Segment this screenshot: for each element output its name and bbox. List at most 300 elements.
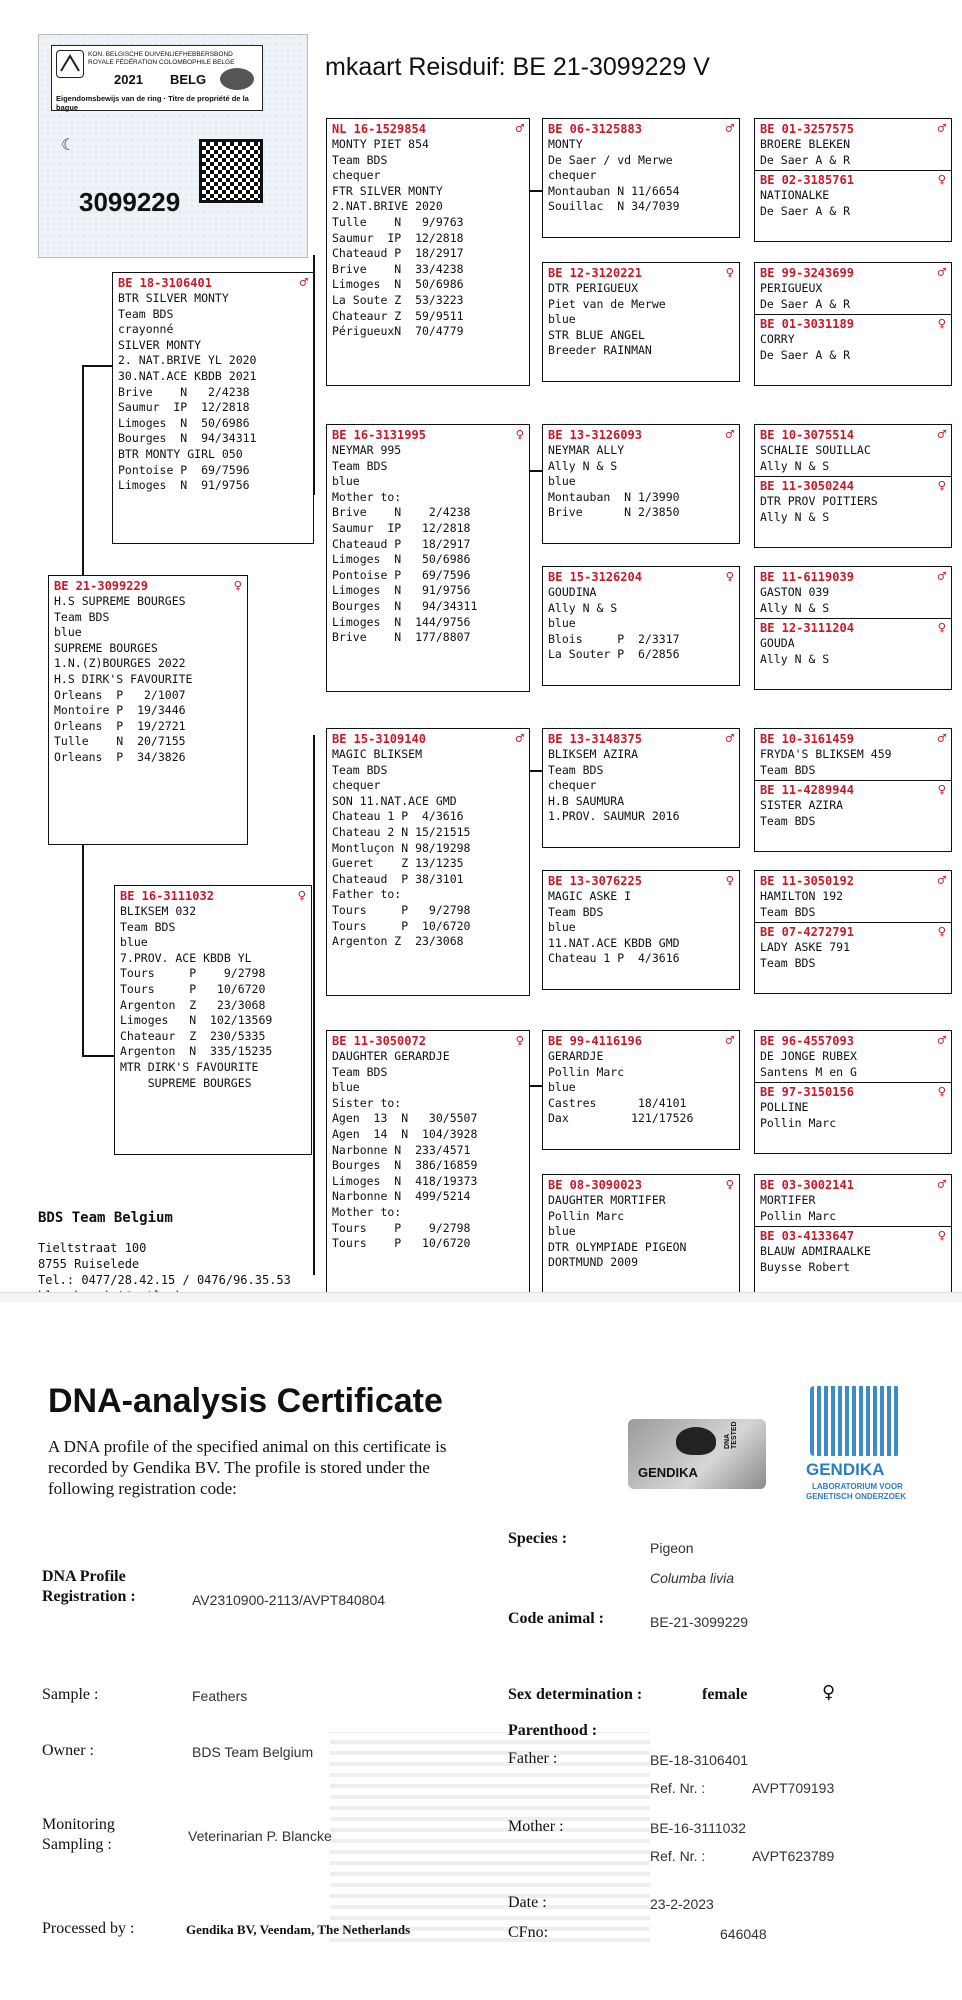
box-separator <box>755 618 951 619</box>
sex-symbol-icon: ♂ <box>937 265 946 281</box>
ring-number: BE 97-3150156 <box>760 1085 854 1100</box>
ring-org-line2: ROYALE FÉDÉRATION COLOMBOPHILE BELGE <box>88 59 235 66</box>
species-latin: Columba livia <box>650 1570 735 1586</box>
pedigree-box-b21 <box>754 1030 952 1154</box>
sex-symbol-icon: ♀ <box>725 265 734 281</box>
ring-number: BE 10-3161459 <box>760 732 854 746</box>
sex-symbol-icon: ♂ <box>937 873 946 889</box>
ring-number: BE 18-3106401 <box>118 276 212 290</box>
owner-value: BDS Team Belgium <box>192 1744 314 1760</box>
ring-number: BE 01-3031189 <box>760 317 854 332</box>
pedigree-line: Ally N & S <box>548 600 618 615</box>
pedigree-line: 2.NAT.BRIVE 2020 <box>332 199 443 214</box>
pedigree-line: Argenton Z 23/3068 <box>332 934 464 949</box>
pedigree-line: Chateaur Z 230/5335 <box>120 1028 266 1043</box>
sex-symbol-icon: ♀ <box>233 578 242 594</box>
pedigree-line: 7.PROV. ACE KBDB YL <box>120 950 252 965</box>
pedigree-line: Limoges N 50/6986 <box>118 415 250 430</box>
pedigree-line: Tulle N 9/9763 <box>332 214 464 229</box>
badge-subtext: DNA TESTED <box>724 1421 738 1449</box>
sex-symbol-icon: ♀ <box>297 888 306 904</box>
pedigree-line: HAMILTON 192 <box>760 889 844 903</box>
monitoring-label: Monitoring <box>42 1816 115 1833</box>
ring-number: BE 99-3243699 <box>760 266 854 280</box>
pedigree-line: MTR DIRK'S FAVOURITE <box>120 1059 259 1074</box>
ring-number: BE 01-3257575 <box>760 122 854 136</box>
pedigree-line: Team BDS <box>120 919 176 934</box>
pedigree-line: Argenton Z 23/3068 <box>120 997 266 1012</box>
sample-label: Sample : <box>42 1686 99 1703</box>
pedigree-line: Argenton N 335/15235 <box>120 1044 273 1059</box>
mother-label: Mother : <box>508 1818 564 1835</box>
pedigree-line: BTR SILVER MONTY <box>118 291 229 305</box>
sex-symbol-icon: ♂ <box>299 275 308 291</box>
pedigree-box-b18 <box>114 885 312 1155</box>
sex-symbol-icon: ♂ <box>515 731 524 747</box>
pedigree-line: BTR MONTY GIRL 050 <box>118 446 243 461</box>
pedigree-line: Chateaur Z 59/9511 <box>332 308 464 323</box>
sex-symbol-icon: ♀ <box>937 782 946 799</box>
ring-number: BE 13-3148375 <box>548 732 642 746</box>
pedigree-line: BLIKSEM AZIRA <box>548 747 639 761</box>
pedigree-box-b15 <box>754 728 952 852</box>
ring-number: BE 12-3111204 <box>760 621 854 636</box>
pedigree-line: blue <box>548 616 576 631</box>
pedigree-line: Montoire P 19/3446 <box>54 703 186 718</box>
ring-number-b1: NL 16-1529854 <box>332 122 426 136</box>
sex-symbol-icon: ♂ <box>725 1033 734 1049</box>
pedigree-line: De Saer / vd Merwe <box>548 152 673 167</box>
pedigree-line: MAGIC BLIKSEM <box>332 747 423 761</box>
processed-label: Processed by : <box>42 1920 135 1937</box>
pedigree-line: chequer <box>332 778 381 793</box>
connector-line <box>313 1035 315 1275</box>
ring-number: BE 03-3002141 <box>760 1178 854 1192</box>
certificate-intro: A DNA profile of the specified animal on this certificate is recorded by Gendika BV. The profile is stored under the following registration code: <box>48 1437 447 1498</box>
pedigree-box-subject <box>48 575 248 845</box>
pedigree-line: De Saer A & R <box>760 152 851 167</box>
species-label: Species : <box>508 1530 568 1547</box>
pedigree-line: Brive N 2/3850 <box>548 505 680 520</box>
sex-symbol-icon: ♀ <box>937 924 946 941</box>
pedigree-box-b23 <box>754 1174 952 1296</box>
pedigree-line: DTR PERIGUEUX <box>548 281 639 295</box>
pedigree-line: 1.PROV. SAUMUR 2016 <box>548 809 680 824</box>
pedigree-line: MONTY PIET 854 <box>332 137 429 151</box>
pedigree-line: Limoges N 91/9756 <box>118 478 250 493</box>
profile-label: DNA Profile <box>42 1568 126 1585</box>
lab-sub1: LABORATORIUM VOOR <box>812 1482 903 1491</box>
pedigree-box-b10 <box>542 566 740 686</box>
sex-symbol-icon: ♂ <box>937 569 946 585</box>
mother-value: BE-16-3111032 <box>650 1820 746 1836</box>
lab-sub2: GENETISCH ONDERZOEK <box>806 1492 907 1501</box>
pedigree-line: Orleans P 34/3826 <box>54 749 186 764</box>
pedigree-box-b19 <box>326 1030 530 1300</box>
ring-number: BE 15-3126204 <box>548 570 642 584</box>
pedigree-line: blue <box>120 935 148 950</box>
pedigree-line: Ally N & S <box>760 651 830 666</box>
ring-number: BE 12-3120221 <box>548 266 642 280</box>
sex-symbol-icon: ♂ <box>725 121 734 137</box>
pedigree-line: blue <box>548 1224 576 1239</box>
ring-country: BELG <box>170 72 207 87</box>
pedigree-line: De Saer A & R <box>760 203 851 218</box>
box-separator <box>755 1082 951 1083</box>
pedigree-line: blue <box>548 920 576 935</box>
box-separator <box>755 314 951 315</box>
pedigree-line: Team BDS <box>332 1064 388 1079</box>
pedigree-line: Team BDS <box>760 762 816 777</box>
moon-icon: ☾ <box>61 135 76 154</box>
pedigree-line: Brive N 177/8807 <box>332 630 471 645</box>
pedigree-line: 30.NAT.ACE KBDB 2021 <box>118 368 257 383</box>
sex-symbol-icon: ♂ <box>937 427 946 443</box>
pedigree-line: SCHALIE SOUILLAC <box>760 443 871 457</box>
pedigree-line: Team BDS <box>332 152 388 167</box>
pedigree-line: Tours P 9/2798 <box>120 966 266 981</box>
pedigree-box-b13 <box>326 728 530 996</box>
pedigree-line: Santens M en G <box>760 1064 857 1079</box>
pedigree-line: DAUGHTER GERARDJE <box>332 1049 450 1063</box>
code-animal-value: BE-21-3099229 <box>650 1614 749 1630</box>
pedigree-line: Tulle N 20/7155 <box>54 734 186 749</box>
pedigree-line: FRYDA'S BLIKSEM 459 <box>760 747 892 761</box>
pedigree-line: Team BDS <box>54 609 110 624</box>
box-separator <box>755 476 951 477</box>
pedigree-line: Buysse Robert <box>760 1259 851 1274</box>
connector-line <box>313 735 315 1035</box>
dna-tested-badge <box>628 1419 766 1489</box>
pedigree-line: Pollin Marc <box>548 1064 625 1079</box>
pedigree-line: Team BDS <box>760 904 816 919</box>
pedigree-line: PERIGUEUX <box>760 281 823 295</box>
pedigree-line: Mother to: <box>332 1204 402 1219</box>
pedigree-box-b16 <box>542 870 740 990</box>
pedigree-line: H.S SUPREME BOURGES <box>54 594 186 608</box>
pedigree-line: blue <box>548 1080 576 1095</box>
pedigree-line: De Saer A & R <box>760 296 851 311</box>
pedigree-line: Breeder RAINMAN <box>548 343 652 358</box>
pedigree-line: GOUDA <box>760 636 795 651</box>
owner-street: Tieltstraat 100 <box>38 1241 147 1255</box>
owner-city: 8755 Ruiselede <box>38 1257 140 1271</box>
pedigree-line: Montluçon N 98/19298 <box>332 840 471 855</box>
pedigree-line: STR BLUE ANGEL <box>548 327 645 342</box>
ring-number: BE 16-3111032 <box>120 889 214 903</box>
watermark-pattern <box>330 1732 650 1942</box>
pedigree-line: Tours P 10/6720 <box>120 981 266 996</box>
pedigree-line: Montauban N 1/3990 <box>548 489 680 504</box>
connector-line <box>530 470 542 472</box>
pedigree-line: Limoges N 50/6986 <box>332 277 464 292</box>
father-ref-label: Ref. Nr. : <box>650 1780 706 1796</box>
pedigree-box-b6 <box>112 272 314 544</box>
pedigree-box-b3 <box>754 118 952 242</box>
cfno-label: CFno: <box>508 1924 549 1941</box>
ring-number: BE 99-4116196 <box>548 1034 642 1048</box>
female-symbol-icon: ♀ <box>822 1682 836 1703</box>
pedigree-line: blue <box>332 474 360 489</box>
pedigree-line: Saumur IP 12/2818 <box>332 230 464 245</box>
processed-value: Gendika BV, Veendam, The Netherlands <box>186 1922 411 1937</box>
pedigree-line: Saumur IP 12/2818 <box>118 400 250 415</box>
pedigree-line: Tours P 10/6720 <box>332 1236 471 1251</box>
ring-number: BE 13-3126093 <box>548 428 642 442</box>
pedigree-line: Castres 18/4101 <box>548 1095 687 1110</box>
ring-number: BE 10-3075514 <box>760 428 854 442</box>
connector-line <box>82 365 84 575</box>
species-value: Pigeon <box>650 1540 694 1556</box>
pedigree-line: Limoges N 144/9756 <box>332 614 471 629</box>
pedigree-line: Bourges N 94/34311 <box>332 598 478 613</box>
date-label: Date : <box>508 1894 547 1911</box>
pedigree-line: Chateaud P 18/2917 <box>332 536 471 551</box>
registration-label: Registration : <box>42 1588 136 1605</box>
pedigree-line: SISTER AZIRA <box>760 798 844 813</box>
pedigree-line: GERARDJE <box>548 1049 604 1063</box>
pedigree-line: blue <box>548 474 576 489</box>
sampling-label: Sampling : <box>42 1836 112 1853</box>
sex-symbol-b1: ♂ <box>515 121 524 137</box>
sex-symbol-icon: ♀ <box>725 569 734 585</box>
date-value: 23-2-2023 <box>650 1896 714 1912</box>
cfno-value: 646048 <box>720 1926 767 1942</box>
pedigree-line: 11.NAT.ACE KBDB GMD <box>548 935 680 950</box>
pedigree-line: DORTMUND 2009 <box>548 1255 639 1270</box>
pedigree-line: Chateau 1 P 4/3616 <box>332 809 464 824</box>
pedigree-line: Bourges N 386/16859 <box>332 1158 478 1173</box>
pedigree-line: Father to: <box>332 887 402 902</box>
pedigree-line: NATIONALKE <box>760 188 830 203</box>
pedigree-line: Bourges N 94/34311 <box>118 431 257 446</box>
ring-number: BE 21-3099229 <box>54 579 148 593</box>
pedigree-line: MORTIFER <box>760 1193 816 1207</box>
pedigree-line: De Saer A & R <box>760 347 851 362</box>
owner-name: BDS Team Belgium <box>38 1210 173 1226</box>
pedigree-line: Chateaud P 38/3101 <box>332 871 464 886</box>
sample-value: Feathers <box>192 1688 248 1704</box>
pedigree-line: chequer <box>548 168 597 183</box>
father-label: Father : <box>508 1750 558 1767</box>
box-separator <box>755 170 951 171</box>
connector-line <box>82 845 84 1055</box>
sex-symbol-icon: ♂ <box>937 1033 946 1049</box>
pedigree-line: DAUGHTER MORTIFER <box>548 1193 666 1207</box>
pedigree-line: Limoges N 91/9756 <box>332 583 471 598</box>
mother-ref-label: Ref. Nr. : <box>650 1848 706 1864</box>
pedigree-line: GOUDINA <box>548 585 597 599</box>
pedigree-line: SILVER MONTY <box>118 337 202 352</box>
ring-number: BE 06-3125883 <box>548 122 642 136</box>
ring-number: BE 13-3076225 <box>548 874 642 888</box>
pedigree-line: Pollin Marc <box>548 1208 625 1223</box>
certificate-title: DNA-analysis Certificate <box>48 1382 443 1420</box>
pedigree-line: Team BDS <box>760 955 816 970</box>
monitoring-value: Veterinarian P. Blancke <box>188 1828 332 1844</box>
ring-number: BE 03-4133647 <box>760 1229 854 1244</box>
pedigree-line: SUPREME BOURGES <box>120 1075 252 1090</box>
pedigree-box-b14 <box>542 728 740 848</box>
pedigree-line: Orleans P 2/1007 <box>54 687 186 702</box>
ring-number: BE 02-3185761 <box>760 173 854 188</box>
pedigree-line: Ally N & S <box>760 600 830 615</box>
pedigree-line: CORRY <box>760 332 795 347</box>
pedigree-line: Tours P 10/6720 <box>332 918 471 933</box>
pedigree-line: Pontoise P 69/7596 <box>118 462 250 477</box>
pedigree-line: 2. NAT.BRIVE YL 2020 <box>118 353 257 368</box>
pedigree-line: Pollin Marc <box>760 1115 837 1130</box>
sex-symbol-icon: ♀ <box>725 873 734 889</box>
pedigree-line: Ally N & S <box>760 458 830 473</box>
pedigree-box-b7 <box>326 424 530 692</box>
ring-number: BE 11-4289944 <box>760 783 854 798</box>
ring-number: BE 16-3131995 <box>332 428 426 442</box>
parenthood-label: Parenthood : <box>508 1722 598 1739</box>
pedigree-line: Chateaud P 18/2917 <box>332 246 464 261</box>
connector-line <box>82 365 112 367</box>
sex-symbol-icon: ♀ <box>937 1228 946 1245</box>
pedigree-line: La Soute Z 53/3223 <box>332 292 464 307</box>
pedigree-line: Team BDS <box>548 904 604 919</box>
pedigree-line: Team BDS <box>332 762 388 777</box>
pedigree-line: blue <box>332 1080 360 1095</box>
pedigree-line: blue <box>548 312 576 327</box>
pedigree-line: Blois P 2/3317 <box>548 631 680 646</box>
pedigree-line: Gueret Z 13/1235 <box>332 856 464 871</box>
code-animal-label: Code animal : <box>508 1610 604 1627</box>
pedigree-line: H.S DIRK'S FAVOURITE <box>54 671 193 686</box>
pedigree-line: Sister to: <box>332 1095 402 1110</box>
pedigree-line: Limoges N 418/19373 <box>332 1173 478 1188</box>
sex-symbol-icon: ♀ <box>515 427 524 443</box>
sex-value: female <box>702 1686 748 1703</box>
pedigree-line: MONTY <box>548 137 583 151</box>
pedigree-line: Pollin Marc <box>760 1208 837 1223</box>
ring-number: BE 11-6119039 <box>760 570 854 584</box>
pedigree-line: FTR SILVER MONTY <box>332 183 443 198</box>
pedigree-title: mkaart Reisduif: BE 21-3099229 V <box>325 53 710 81</box>
sex-symbol-icon: ♀ <box>937 316 946 333</box>
pedigree-line: chequer <box>332 168 381 183</box>
ring-number: BE 08-3090023 <box>548 1178 642 1192</box>
owner-phone: Tel.: 0477/28.42.15 / 0476/96.35.53 <box>38 1273 291 1287</box>
pedigree-line: Pontoise P 69/7596 <box>332 567 471 582</box>
pedigree-line: LADY ASKE 791 <box>760 940 851 955</box>
pedigree-line: SUPREME BOURGES <box>54 640 158 655</box>
badge-text: GENDIKA <box>638 1465 698 1480</box>
pedigree-line: Mother to: <box>332 489 402 504</box>
pedigree-box-b4 <box>542 262 740 382</box>
pedigree-line: Tours P 9/2798 <box>332 902 471 917</box>
pedigree-box-b20 <box>542 1030 740 1150</box>
connector-line <box>530 190 542 192</box>
pedigree-line: Narbonne N 233/4571 <box>332 1142 471 1157</box>
mother-ref-value: AVPT623789 <box>752 1848 835 1864</box>
pedigree-line: Tours P 9/2798 <box>332 1220 471 1235</box>
pedigree-line: Team BDS <box>548 762 604 777</box>
sex-symbol-icon: ♀ <box>937 172 946 189</box>
pedigree-line: Limoges N 50/6986 <box>332 552 471 567</box>
pedigree-line: Chateau 2 N 15/21515 <box>332 824 471 839</box>
connector-line <box>82 1055 114 1057</box>
pedigree-line: Dax 121/17526 <box>548 1111 694 1126</box>
sex-symbol-icon: ♀ <box>515 1033 524 1049</box>
pedigree-box-b5 <box>754 262 952 386</box>
pedigree-line: BROERE BLEKEN <box>760 137 851 151</box>
pedigree-line: Brive N 33/4238 <box>332 261 464 276</box>
pedigree-line: Agen 13 N 30/5507 <box>332 1111 478 1126</box>
pedigree-line: Agen 14 N 104/3928 <box>332 1126 478 1141</box>
pedigree-line: Piet van de Merwe <box>548 296 666 311</box>
ring-year: 2021 <box>114 72 143 87</box>
ring-number: BE 11-3050072 <box>332 1034 426 1048</box>
ring-number: BE 96-4557093 <box>760 1034 854 1048</box>
pigeon-emblem-icon <box>220 68 254 90</box>
pedigree-line: Ally N & S <box>548 458 618 473</box>
pedigree-box-b17 <box>754 870 952 994</box>
pedigree-line: Souillac N 34/7039 <box>548 199 680 214</box>
ring-number: BE 15-3109140 <box>332 732 426 746</box>
ring-number: BE 11-3050192 <box>760 874 854 888</box>
owner-label: Owner : <box>42 1742 94 1759</box>
connector-line <box>530 770 542 772</box>
pedigree-line: Saumur IP 12/2818 <box>332 520 471 535</box>
ring-card-header <box>51 45 263 111</box>
pedigree-box-b2 <box>542 118 740 238</box>
ring-certificate-card <box>38 34 308 258</box>
sex-symbol-icon: ♀ <box>937 478 946 495</box>
pedigree-line: DE JONGE RUBEX <box>760 1049 857 1063</box>
pedigree-line: POLLINE <box>760 1100 809 1115</box>
pedigree-line: blue <box>54 625 82 640</box>
ring-org-line1: KON. BELGISCHE DUIVENLIEFHEBBERSBOND <box>88 51 233 58</box>
federation-logo-icon <box>56 50 84 78</box>
eagle-icon <box>676 1427 716 1455</box>
pedigree-line: Chateau 1 P 4/3616 <box>548 951 680 966</box>
pedigree-line: Montauban N 11/6654 <box>548 183 680 198</box>
pedigree-line: La Souter P 6/2856 <box>548 647 680 662</box>
qr-code-icon <box>199 139 263 203</box>
connector-line <box>530 1085 542 1087</box>
pedigree-line: DTR PROV POITIERS <box>760 494 878 509</box>
sex-symbol-icon: ♂ <box>725 731 734 747</box>
gendika-logo-icon <box>810 1386 900 1456</box>
pedigree-box-b22 <box>542 1174 740 1294</box>
pedigree-line: MAGIC ASKE I <box>548 889 632 903</box>
pedigree-line: Brive N 2/4238 <box>332 505 471 520</box>
pedigree-line: NEYMAR ALLY <box>548 443 625 457</box>
father-ref-value: AVPT709193 <box>752 1780 835 1796</box>
pedigree-line: 1.N.(Z)BOURGES 2022 <box>54 656 186 671</box>
pedigree-line: DTR OLYMPIADE PIGEON <box>548 1239 687 1254</box>
pedigree-line: Orleans P 19/2721 <box>54 718 186 733</box>
pedigree-line: Ally N & S <box>760 509 830 524</box>
sex-symbol-icon: ♂ <box>937 731 946 747</box>
box-separator <box>755 780 951 781</box>
sex-symbol-icon: ♂ <box>937 1177 946 1193</box>
box-separator <box>755 1226 951 1227</box>
sex-label: Sex determination : <box>508 1686 643 1703</box>
sex-symbol-icon: ♂ <box>937 121 946 137</box>
pedigree-line: chequer <box>548 778 597 793</box>
box-separator <box>755 922 951 923</box>
pedigree-box-b8 <box>542 424 740 544</box>
father-value: BE-18-3106401 <box>650 1752 749 1768</box>
registration-value: AV2310900-2113/AVPT840804 <box>192 1592 386 1608</box>
pedigree-line: Team BDS <box>760 813 816 828</box>
ring-number: BE 11-3050244 <box>760 479 854 494</box>
